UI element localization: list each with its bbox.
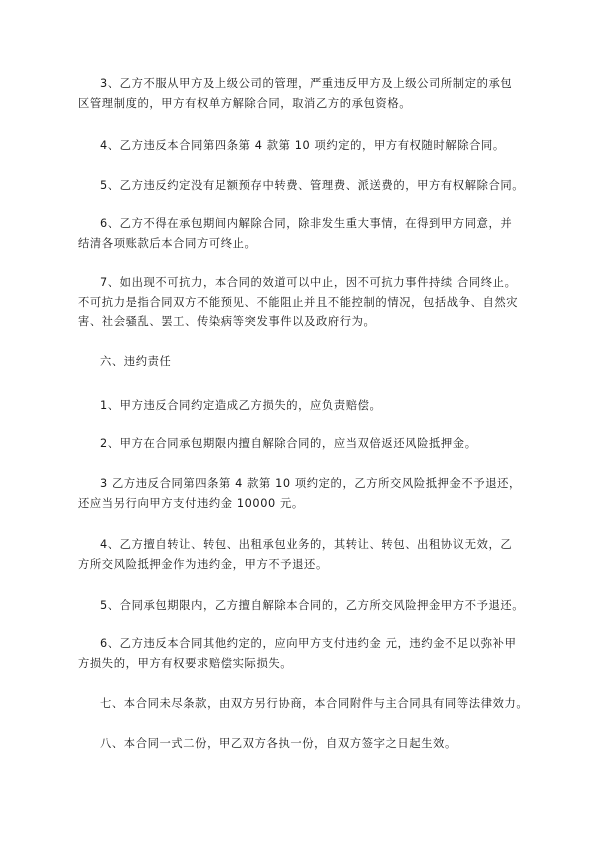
paragraph-clause-5 xyxy=(78,176,538,196)
paragraph-clause-4 xyxy=(78,136,538,156)
paragraph-clause-6 xyxy=(78,214,538,253)
paragraph-clause-seven xyxy=(78,694,538,714)
paragraph-line: 八、本合同一式二份，甲乙双方各执一份，自双方签字之日起生效。 xyxy=(100,737,457,750)
paragraph-line: 7、如出现不可抗力，本合同的效道可以中止，因不可抗力事件持续 合同终止。 xyxy=(100,276,517,289)
paragraph-line: 4、乙方擅自转让、转包、出租承包业务的，其转让、转包、出租协议无效，乙 xyxy=(100,538,513,551)
paragraph-line: 2、甲方在合同承包期限内擅自解除合同的，应当双倍返还风险抵押金。 xyxy=(100,437,477,450)
paragraph-line: 3、乙方不服从甲方及上级公司的管理，严重违反甲方及上级公司所制定的承包 xyxy=(100,77,513,90)
paragraph-clause-eight xyxy=(78,734,538,754)
section-heading: 六、违约责任 xyxy=(100,355,172,368)
paragraph-line: 5、合同承包期限内，乙方擅自解除本合同的，乙方所交风险押金甲方不予退还。 xyxy=(100,599,525,612)
paragraph-liability-5 xyxy=(78,596,538,616)
paragraph-line: 结清各项账款后本合同方可终止。 xyxy=(78,236,257,250)
paragraph-line: 1、甲方违反合同约定造成乙方损失的，应负责赔偿。 xyxy=(100,399,382,412)
paragraph-liability-2 xyxy=(78,434,538,454)
paragraph-line: 方损失的，甲方有权要求赔偿实际损失。 xyxy=(78,656,293,670)
paragraph-clause-7 xyxy=(78,273,538,332)
paragraph-line: 还应当另行向甲方支付违约金 10000 元。 xyxy=(78,496,304,510)
paragraph-line: 不可抗力是指合同双方不能预见、不能阻止并且不能控制的情况，包括战争、自然灾 xyxy=(78,295,519,309)
paragraph-liability-6 xyxy=(78,634,538,673)
paragraph-line: 4、乙方违反本合同第四条第 4 款第 10 项约定的，甲方有权随时解除合同。 xyxy=(100,139,505,152)
paragraph-line: 6、乙方违反本合同其他约定的，应向甲方支付违约金 元，违约金不足以弥补甲 xyxy=(100,637,517,650)
paragraph-liability-1 xyxy=(78,396,538,416)
paragraph-liability-4 xyxy=(78,535,538,574)
paragraph-liability-3 xyxy=(78,474,538,513)
section-heading-liability xyxy=(78,352,538,372)
paragraph-clause-3 xyxy=(78,74,538,113)
paragraph-line: 区管理制度的，甲方有权单方解除合同，取消乙方的承包资格。 xyxy=(78,96,412,110)
paragraph-line: 3 乙方违反合同第四条第 4 款第 10 项约定的，乙方所交风险抵押金不予退还， xyxy=(100,477,521,490)
paragraph-line: 6、乙方不得在承包期间内解除合同，除非发生重大事情，在得到甲方同意，并 xyxy=(100,217,513,230)
paragraph-line: 害、社会骚乱、罢工、传染病等突发事件以及政府行为。 xyxy=(78,315,376,328)
paragraph-line: 5、乙方违反约定没有足额预存中转费、管理费、派送费的，甲方有权解除合同。 xyxy=(100,179,525,192)
paragraph-line: 七、本合同未尽条款，由双方另行协商，本合同附件与主合同具有同等法律效力。 xyxy=(100,697,529,710)
paragraph-line: 方所交风险抵押金作为违约金，甲方不予退还。 xyxy=(78,557,328,571)
